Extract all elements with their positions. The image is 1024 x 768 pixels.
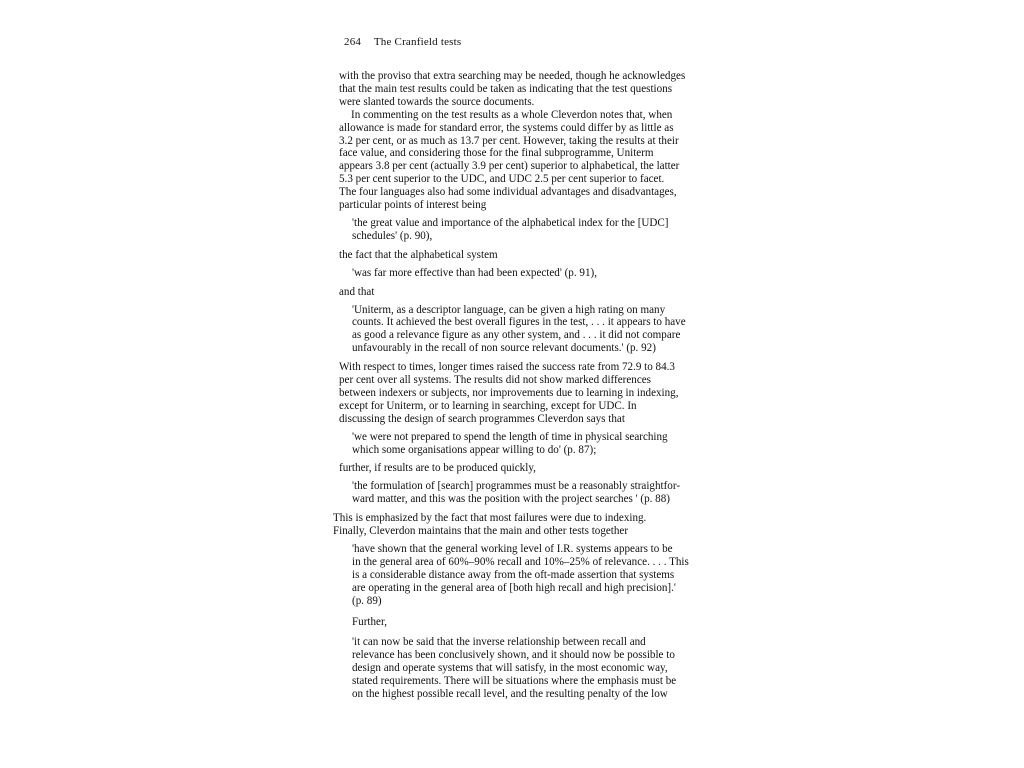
text-line: and that bbox=[339, 285, 375, 298]
quote-line: relevance has been conclusively shown, and it should now be possible to bbox=[352, 649, 675, 662]
quote-line: in the general area of 60%–90% recall and 10%–25% of relevance. . . . This bbox=[352, 555, 689, 568]
block-quote-lead bbox=[339, 616, 759, 629]
text-line: except for Uniterm, or to learning in searching, except for UDC. In bbox=[339, 399, 637, 412]
text-line: 5.3 per cent superior to the UDC, and UDC 2.5 per cent superior to facet. bbox=[339, 173, 665, 186]
quote-line: schedules' (p. 90), bbox=[352, 229, 433, 242]
paragraph-times bbox=[339, 361, 759, 426]
quote-line: 'Uniterm, as a descriptor language, can be given a high rating on many bbox=[352, 303, 666, 316]
quote-line: is a considerable distance away from the oft-made assertion that systems bbox=[352, 568, 675, 581]
block-quote bbox=[339, 304, 759, 356]
text-line: Further, bbox=[352, 615, 387, 628]
block-quote bbox=[339, 217, 759, 243]
block-quote bbox=[339, 431, 759, 457]
text-line: particular points of interest being bbox=[339, 199, 487, 212]
text-line: between indexers or subjects, nor improvements due to learning in indexing, bbox=[339, 386, 679, 399]
block-quote bbox=[339, 543, 759, 608]
paragraph-test-results bbox=[339, 109, 759, 212]
quote-line: which some organisations appear willing to do' (p. 87); bbox=[352, 443, 597, 456]
running-title: The Cranfield tests bbox=[373, 36, 462, 48]
text-line: Finally, Cleverdon maintains that the main and other tests together bbox=[333, 525, 629, 538]
quote-line: on the highest possible recall level, and the resulting penalty of the low bbox=[352, 688, 668, 701]
quote-line: 'have shown that the general working level of I.R. systems appears to be bbox=[352, 543, 673, 555]
text-line: 3.2 per cent, or as much as 13.7 per cent. However, taking the results at their bbox=[339, 134, 679, 147]
quote-line: ward matter, and this was the position with the project searches ' (p. 88) bbox=[352, 493, 670, 506]
page-body bbox=[333, 70, 759, 707]
block-quote bbox=[339, 267, 759, 280]
paragraph-continuation bbox=[339, 70, 759, 109]
quote-line: (p. 89) bbox=[352, 594, 382, 607]
quote-line: 'the great value and importance of the alphabetical index for the [UDC] bbox=[352, 216, 669, 229]
block-quote bbox=[339, 480, 759, 506]
quote-line: 'it can now be said that the inverse relationship between recall and bbox=[352, 636, 646, 649]
text-line: with the proviso that extra searching may be needed, though he acknowledges bbox=[339, 70, 686, 82]
quote-line: unfavourably in the recall of non source relevant documents.' (p. 92) bbox=[352, 342, 656, 355]
text-line: The four languages also had some individual advantages and disadvantages, bbox=[339, 186, 677, 199]
quote-line: are operating in the general area of [both high recall and high precision].' bbox=[352, 581, 676, 594]
paragraph-emphasis bbox=[333, 512, 759, 538]
running-header bbox=[344, 36, 461, 48]
quote-line: 'was far more effective than had been expected' (p. 91), bbox=[352, 266, 597, 279]
quote-line: as good a relevance figure as any other system, and . . . it did not compare bbox=[352, 329, 681, 342]
text-line: This is emphasized by the fact that most failures were due to indexing. bbox=[333, 512, 647, 525]
block-quote bbox=[339, 636, 759, 701]
page-number: 264 bbox=[344, 36, 362, 48]
text-line: were slanted towards the source documents. bbox=[339, 95, 535, 108]
text-line: discussing the design of search programmes Cleverdon says that bbox=[339, 412, 625, 425]
text-line: that the main test results could be taken as indicating that the test questions bbox=[339, 82, 673, 95]
text-line: face value, and considering those for the final subprogramme, Uniterm bbox=[339, 147, 654, 160]
quote-line: stated requirements. There will be situations where the emphasis must be bbox=[352, 675, 677, 688]
text-line: In commenting on the test results as a whole Cleverdon notes that, when bbox=[351, 108, 673, 121]
text-line: further, if results are to be produced quickly, bbox=[339, 462, 536, 475]
quote-line: 'the formulation of [search] programmes must be a reasonably straightfor- bbox=[352, 480, 681, 493]
quote-line: counts. It achieved the best overall figures in the test, . . . it appears to have bbox=[352, 316, 686, 329]
quote-line: design and operate systems that will satisfy, in the most economic way, bbox=[352, 662, 668, 675]
text-line: With respect to times, longer times raised the success rate from 72.9 to 84.3 bbox=[339, 361, 675, 374]
text-line: allowance is made for standard error, the systems could differ by as little as bbox=[339, 121, 674, 134]
quote-line: 'we were not prepared to spend the length of time in physical searching bbox=[352, 430, 668, 443]
text-line: the fact that the alphabetical system bbox=[339, 248, 498, 261]
text-line: appears 3.8 per cent (actually 3.9 per cent) superior to alphabetical, the latter bbox=[339, 160, 680, 173]
text-line: per cent over all systems. The results did not show marked differences bbox=[339, 374, 651, 387]
scanned-book-page bbox=[332, 36, 772, 736]
